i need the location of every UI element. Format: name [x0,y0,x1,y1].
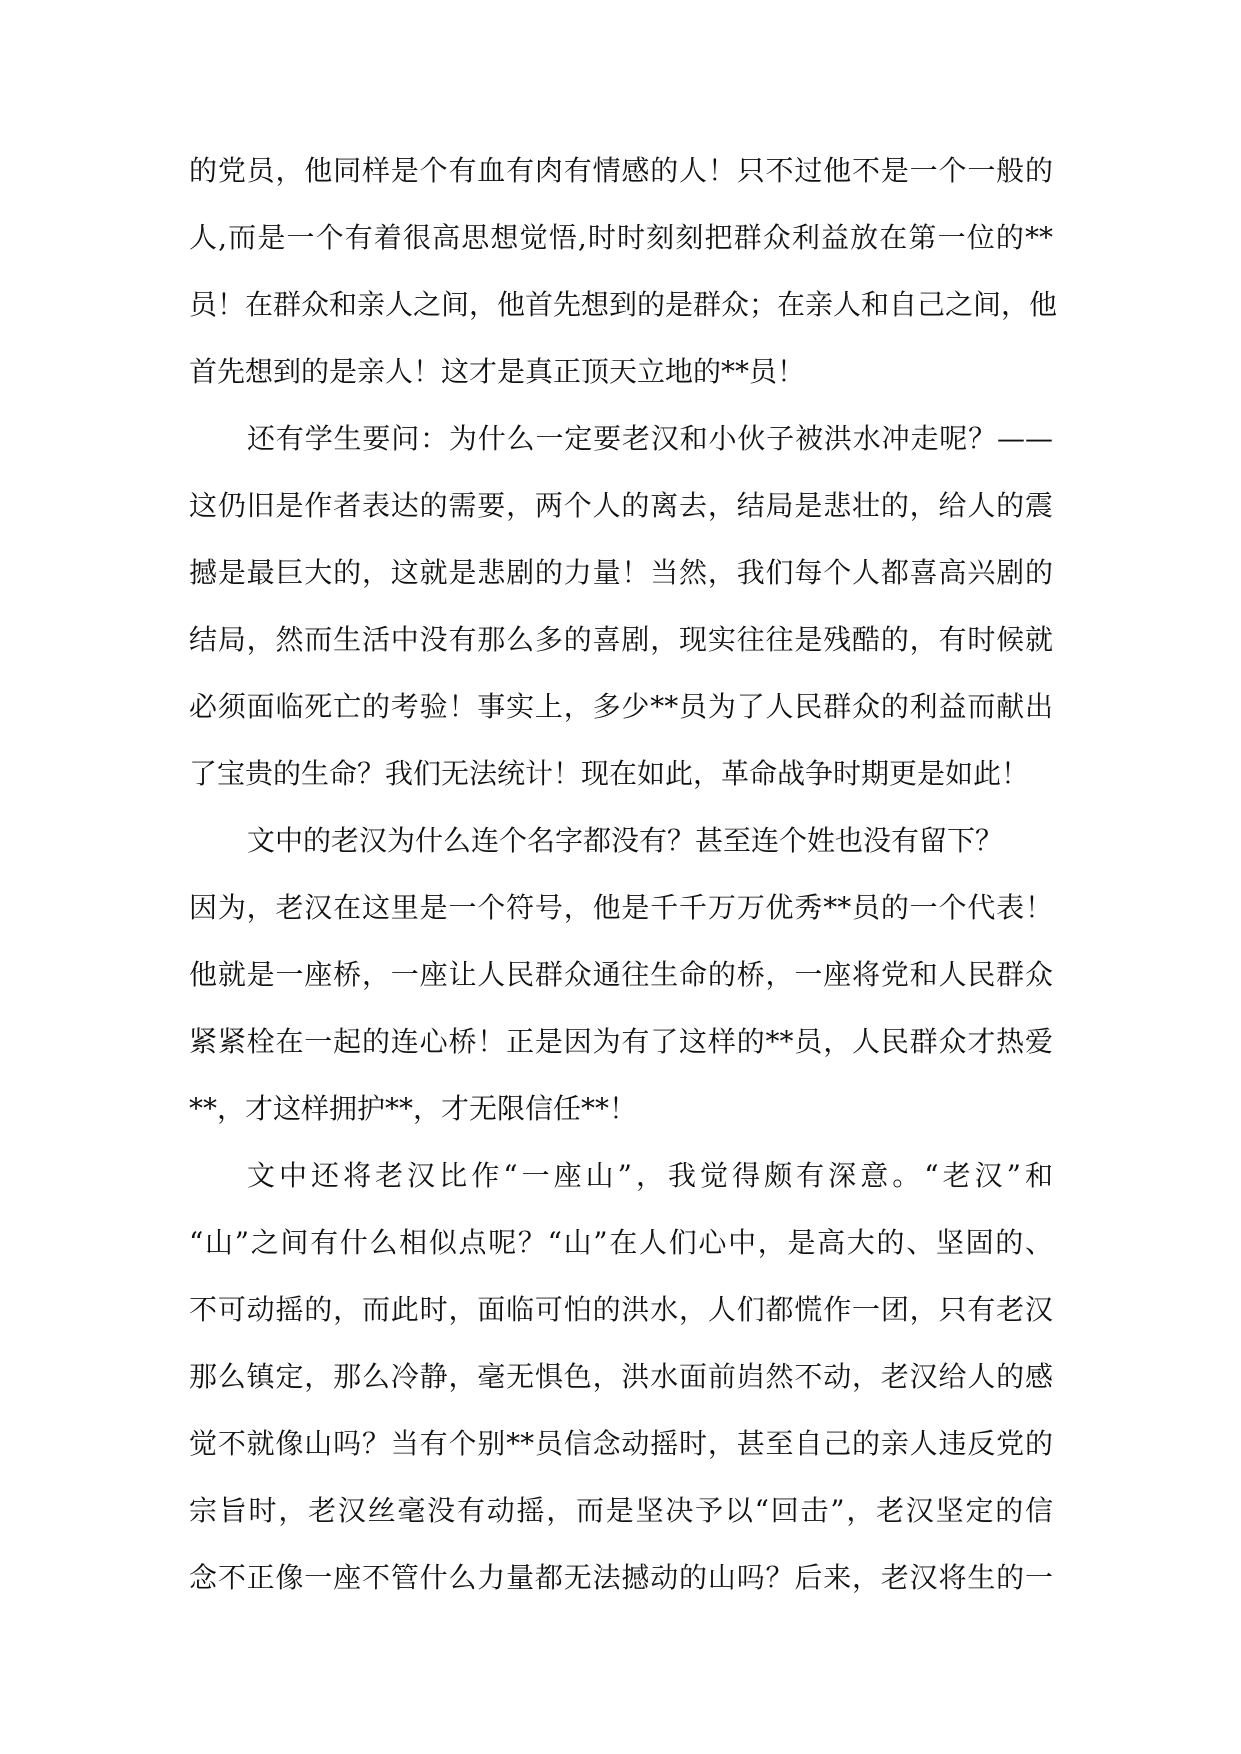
text-line: 这仍旧是作者表达的需要，两个人的离去，结局是悲壮的，给人的震 [189,489,1053,522]
text-line: 人,而是一个有着很高思想觉悟,时时刻刻把群众利益放在第一位的** [189,221,1053,254]
text-line: 的党员，他同样是个有血有肉有情感的人！只不过他不是一个一般的 [189,154,1053,187]
text-line: 不可动摇的，而此时，面临可怕的洪水，人们都慌作一团，只有老汉 [189,1293,1053,1326]
text-line: 宗旨时，老汉丝毫没有动摇，而是坚决予以“回击”，老汉坚定的信 [189,1494,1053,1527]
text-line: 那么镇定，那么冷静，毫无惧色，洪水面前岿然不动，老汉给人的感 [189,1360,1053,1393]
text-line: 念不正像一座不管什么力量都无法撼动的山吗？后来，老汉将生的一 [189,1561,1053,1594]
text-line: “山”之间有什么相似点呢？“山”在人们心中，是高大的、坚固的、 [189,1226,1053,1259]
text-line: 了宝贵的生命？我们无法统计！现在如此，革命战争时期更是如此！ [189,757,1030,790]
document-body [189,154,1058,1628]
text-line: 因为，老汉在这里是一个符号，他是千千万万优秀**员的一个代表！ [189,891,1053,924]
text-line: **，才这样拥护**，才无限信任**！ [189,1092,638,1125]
paragraph-first-line: 文中的老汉为什么连个名字都没有？甚至连个姓也没有留下？ [247,824,1004,857]
paragraph-first-line: 还有学生要问：为什么一定要老汉和小伙子被洪水冲走呢？—— [247,422,1053,455]
text-line: 员！在群众和亲人之间，他首先想到的是群众；在亲人和自己之间，他 [189,288,1058,321]
text-line: 首先想到的是亲人！这才是真正顶天立地的**员！ [189,355,806,388]
text-line: 紧紧栓在一起的连心桥！正是因为有了这样的**员，人民群众才热爱 [189,1025,1053,1058]
text-line: 撼是最巨大的，这就是悲剧的力量！当然，我们每个人都喜高兴剧的 [189,556,1053,589]
paragraph-first-line: 文中还将老汉比作“一座山”，我觉得颇有深意。“老汉”和 [247,1159,1053,1192]
text-line: 他就是一座桥，一座让人民群众通往生命的桥，一座将党和人民群众 [189,958,1053,991]
text-line: 觉不就像山吗？当有个别**员信念动摇时，甚至自己的亲人违反党的 [189,1427,1053,1460]
text-line: 必须面临死亡的考验！事实上，多少**员为了人民群众的利益而献出 [189,690,1053,723]
text-line: 结局，然而生活中没有那么多的喜剧，现实往往是残酷的，有时候就 [189,623,1053,656]
